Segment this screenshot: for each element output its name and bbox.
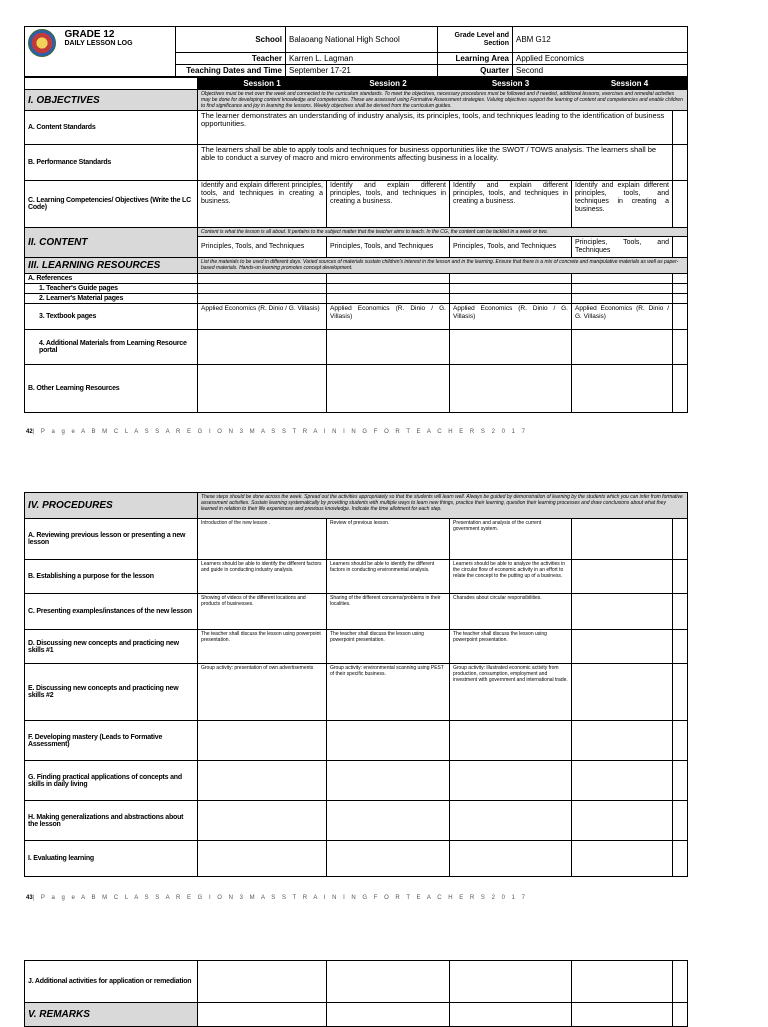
procedure-row: B. Establishing a purpose for the lesson Learners should be able to identify the different factors and guide in conducting industry analysis. Learners should be able to identify the different factors in conducting environmental analysis. Learners should be able to analyze the activities in the circular flow of economic activity in an effort to relate the concept to the putting up of a business. <box>25 560 688 594</box>
objectives-note: Objectives must be met over the week and connected to the curriculum standards. To meet the objectives, necessary procedures must be followed and if needed, additional lessons, exercises and remedial activities may be done for developing content knowledge and competencies. These are assessed using Formative Assessment strategies. Valuing objectives support the learning of content and competencies and enable children to find significance and joy in learning the lessons. Weekly objectives shall be derived from the curriculum guides. <box>198 90 688 111</box>
learners-material-label: 2. Learner's Material pages <box>25 294 198 304</box>
procedure-row: C. Presenting examples/instances of the new lesson Showing of videos of the different locations and products of businesses. Sharing of the different concerns/problems in their localities. Charades about circular responsibilities. <box>25 594 688 630</box>
teacher-label: Teacher <box>176 53 286 65</box>
competencies-label: C. Learning Competencies/ Objectives (Write the LC Code) <box>25 181 198 228</box>
procedure-row: E. Discussing new concepts and practicing new skills #2 Group activity: presentation of own advertisements Group activity: environmental scanning using PEST of their specific business. Group activity: illustrated economic activity from production, consumption, employment and investment with government and international trade. <box>25 664 688 721</box>
competency-session-2: Identify and explain different principles, tools, and techniques in creating a business. <box>327 181 450 228</box>
content-standards-label: A. Content Standards <box>25 111 198 145</box>
procedures-note: These steps should be done across the week. Spread out the activities appropriately so that the students will learn well. Always be guided by demonstration of learning by the students which you can infer from formative assessment activities. Sustain learning systematically by providing students with multiple ways to learn new things, practice their learning, question their learning processes and draw conclusions about what they learned in relation to their life experiences and previous knowledge. Indicate the time allotment for each step. <box>198 493 688 519</box>
content-session-1: Principles, Tools, and Techniques <box>198 237 327 258</box>
header-table <box>24 26 688 77</box>
additional-materials-label: 4. Additional Materials from Learning Resource portal <box>25 330 198 365</box>
page-number: 42 <box>26 429 33 435</box>
page-footer-42 <box>26 429 527 435</box>
session-4-header: Session 4 <box>572 78 688 90</box>
teacher-value: Karren L. Lagman <box>286 53 438 65</box>
content-standards-text: The learner demonstrates an understanding of industry analysis, its principles, tools, and techniques leading to the identification of business opportunities. <box>198 111 673 145</box>
procedure-row: D. Discussing new concepts and practicing new skills #1 The teacher shall discuss the lesson using powerpoint presentation. The teacher shall discuss the lesson using powerpoint presentation. The teacher shall discuss the lesson using powerpoint presentation. <box>25 630 688 664</box>
competency-session-1: Identify and explain different principles, tools, and techniques in creating a business. <box>198 181 327 228</box>
dates-label: Teaching Dates and Time <box>176 65 286 77</box>
dates-value: September 17-21 <box>286 65 438 77</box>
procedures-heading: IV. PROCEDURES <box>25 493 198 519</box>
content-session-2: Principles, Tools, and Techniques <box>327 237 450 258</box>
performance-standards-label: B. Performance Standards <box>25 145 198 181</box>
textbook-session-4: Applied Economics (R. Dinio / G. Villasis) <box>572 304 673 330</box>
quarter-value: Second <box>513 65 688 77</box>
quarter-label: Quarter <box>438 65 513 77</box>
procedure-row: I. Evaluating learning <box>25 841 688 877</box>
textbook-session-2: Applied Economics (R. Dinio / G. Villasis) <box>327 304 450 330</box>
teachers-guide-label: 1. Teacher's Guide pages <box>25 284 198 294</box>
textbook-session-1: Applied Economics (R. Dinio / G. Villasis) <box>198 304 327 330</box>
session-3-header: Session 3 <box>450 78 572 90</box>
textbook-session-3: Applied Economics (R. Dinio / G. Villasis) <box>450 304 572 330</box>
textbook-label: 3. Textbook pages <box>25 304 198 330</box>
additional-activities-label: J. Additional activities for application or remediation <box>25 961 198 1003</box>
school-value: Balaoang National High School <box>286 27 438 53</box>
procedure-row: H. Making generalizations and abstractions about the lesson <box>25 801 688 841</box>
grade-section-label: Grade Level and Section <box>438 27 513 53</box>
learning-area-label: Learning Area <box>438 53 513 65</box>
footer-text: | P a g e A B M C L A S S A R E G I O N 3 M A S S T R A I N I N G F O R T E A C H E R S 2 0 1 7 <box>32 429 528 435</box>
learning-area-value: Applied Economics <box>513 53 688 65</box>
content-note: Content is what the lesson is all about. It pertains to the subject matter that the teacher aims to teach. In the CG, the content can be tackled in a week or two. <box>198 228 688 237</box>
objectives-table <box>24 77 688 413</box>
session-2-header: Session 2 <box>327 78 450 90</box>
resources-heading: III. LEARNING RESOURCES <box>25 258 198 274</box>
grade-label: GRADE 12 <box>64 29 115 40</box>
grade-section-value: ABM G12 <box>513 27 688 53</box>
resources-note: List the materials to be used in different days. Varied sources of materials sustain children's interest in the lesson and in the learning. Ensure that there is a mix of concrete and manipulative materials as well as paper-based materials. Hands-on learning promotes concept development. <box>198 258 688 274</box>
remarks-heading: V. REMARKS <box>25 1003 198 1027</box>
content-session-4: Principles, Tools, and Techniques <box>572 237 673 258</box>
content-session-3: Principles, Tools, and Techniques <box>450 237 572 258</box>
performance-standards-text: The learners shall be able to apply tools and techniques for business opportunities like the SWOT / TOWS analysis. The learners shall be able to conduct a survey of macro and micro environments affecting business in a locality. <box>198 145 673 181</box>
remarks-table <box>24 960 688 1027</box>
school-label: School <box>176 27 286 53</box>
lesson-log-page-1 <box>0 26 768 413</box>
page-number: 43 <box>26 895 33 901</box>
procedure-row: F. Developing mastery (Leads to Formative Assessment) <box>25 721 688 761</box>
procedures-table <box>24 492 688 877</box>
deped-seal-icon <box>28 29 56 57</box>
page-footer-43 <box>26 895 527 901</box>
objectives-heading: I. OBJECTIVES <box>25 90 198 111</box>
footer-text: | P a g e A B M C L A S S A R E G I O N 3 M A S S T R A I N I N G F O R T E A C H E R S 2 0 1 7 <box>32 895 528 901</box>
competency-session-4: Identify and explain different principles, tools, and techniques in creating a business. <box>572 181 673 228</box>
other-resources-label: B. Other Learning Resources <box>25 365 198 413</box>
lesson-log-page-2 <box>0 492 768 877</box>
procedure-row: A. Reviewing previous lesson or presenting a new lesson Introduction of the new lesson . Review of previous lesson. Presentation and analysis of the current government system. <box>25 519 688 560</box>
content-heading: II. CONTENT <box>25 228 198 258</box>
header-brand <box>25 27 176 77</box>
log-title: DAILY LESSON LOG <box>64 40 133 47</box>
competency-session-3: Identify and explain different principles, tools, and techniques in creating a business. <box>450 181 572 228</box>
lesson-log-page-3 <box>0 960 768 1027</box>
references-label: A. References <box>25 274 198 284</box>
session-1-header: Session 1 <box>198 78 327 90</box>
procedure-row: G. Finding practical applications of concepts and skills in daily living <box>25 761 688 801</box>
